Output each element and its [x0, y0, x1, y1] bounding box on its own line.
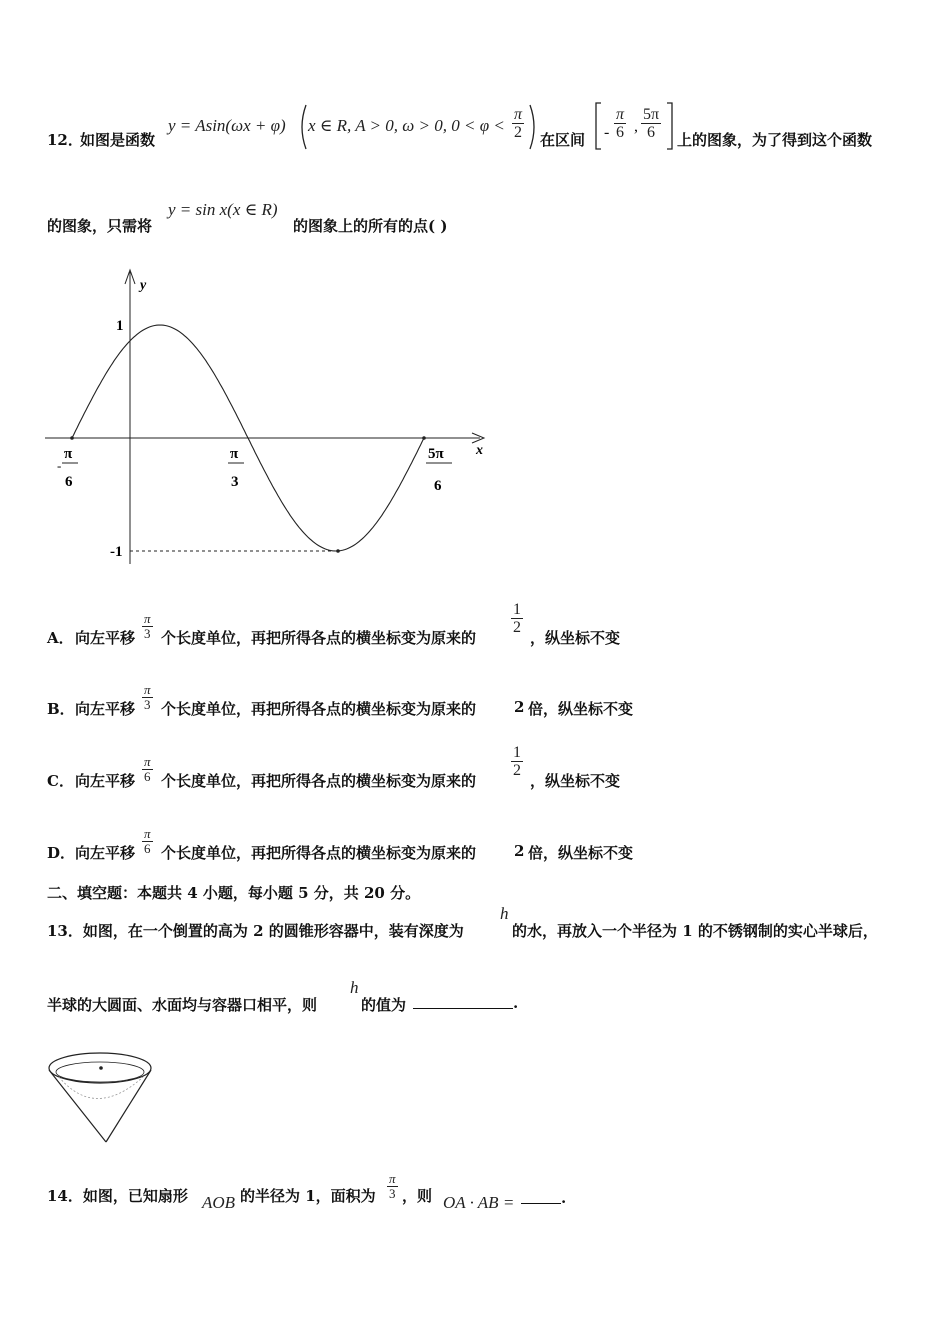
- q12-interval-label: 在区间: [540, 131, 586, 149]
- fraction-denominator: 3: [144, 626, 151, 641]
- x-tick-mid-num: π: [230, 446, 239, 462]
- fraction-numerator: 1: [513, 601, 521, 618]
- y-tick-minus-1: -1: [110, 544, 123, 560]
- x-tick-left-den: 6: [65, 474, 73, 490]
- option-ratio-text: 2: [514, 698, 525, 716]
- option-shift-fraction: [142, 827, 153, 856]
- option-ratio-fraction: [511, 601, 523, 636]
- interval-comma: ,: [634, 118, 638, 135]
- option-shift-fraction: [142, 755, 153, 784]
- fraction-numerator: π: [144, 682, 151, 697]
- x-tick-mid-den: 3: [231, 474, 239, 490]
- left-bracket-icon: [594, 102, 602, 150]
- q13-end: .: [513, 994, 519, 1012]
- option-mid-text: 个长度单位，再把所得各点的横坐标变为原来的: [161, 844, 477, 862]
- option-post-text: 倍，纵坐标不变: [528, 844, 634, 862]
- fraction-denominator: 6: [144, 841, 151, 856]
- right-bracket-icon: [666, 102, 674, 150]
- q13-line1-tail: 的水，再放入一个半径为 1 的不锈钢制的实心半球后，: [512, 922, 878, 940]
- q12-function-formula: y = Asin(ωx + φ): [168, 116, 286, 135]
- option-ratio-fraction: [511, 744, 523, 779]
- q14-answer-blank[interactable]: [521, 1203, 561, 1204]
- left-paren-icon: [296, 103, 308, 151]
- option-shift-text: 向左平移: [75, 844, 136, 862]
- min-point: [336, 549, 340, 553]
- option-label: B．: [47, 700, 75, 718]
- interval-left-sign: -: [604, 124, 610, 141]
- option-post-text: ，纵坐标不变: [530, 772, 621, 790]
- sine-graph: [40, 262, 500, 582]
- q14-area-fraction: $\frac{\pi}{3}$: [389, 1171, 396, 1201]
- option-shift-fraction: [142, 612, 153, 641]
- q12-condition-fraction: $\frac{\pi}{2}$: [514, 106, 523, 141]
- interval-right-fraction: $\frac{5\pi}{6}$: [643, 106, 660, 141]
- fraction-numerator: π: [144, 754, 151, 769]
- x-tick-left-sign: -: [57, 458, 62, 473]
- q13-line2-tail: 的值为: [361, 996, 407, 1014]
- q13-h-symbol-2: h: [350, 978, 359, 997]
- q12-line2-function: y = sin x(x ∈ R): [168, 200, 278, 219]
- fraction-denominator: 3: [144, 697, 151, 712]
- q12-line2-tail: 的图象上的所有的点( ): [293, 217, 448, 235]
- q14-mid: 的半径为 1，面积为: [240, 1187, 376, 1205]
- option-shift-text: 向左平移: [75, 629, 136, 647]
- fraction-denominator: 2: [513, 762, 521, 779]
- option-label: A．: [47, 629, 74, 647]
- fraction-numerator: 1: [513, 744, 521, 761]
- option-label: C．: [47, 772, 74, 790]
- q12-line2-lead: 的图象，只需将: [47, 217, 153, 235]
- q14-expression: OA · AB =: [443, 1193, 515, 1212]
- option-mid-text: 个长度单位，再把所得各点的横坐标变为原来的: [161, 772, 477, 790]
- zero-point-left: [70, 436, 74, 440]
- option-ratio-text: 2: [514, 842, 525, 860]
- q12-tail-text: 上的图象，为了得到这个函数: [677, 131, 873, 149]
- center-point: [99, 1066, 103, 1070]
- fraction-numerator: π: [144, 611, 151, 626]
- fraction-numerator: π: [144, 826, 151, 841]
- q12-lead-text: 如图是函数: [80, 131, 156, 149]
- interval-left-fraction: $\frac{\pi}{6}$: [616, 106, 625, 141]
- zero-point-right: [422, 436, 426, 440]
- fraction-denominator: 2: [513, 619, 521, 636]
- option-shift-fraction: [142, 683, 153, 712]
- x-axis-label: x: [476, 443, 483, 458]
- right-paren-icon: [528, 103, 540, 151]
- section2-heading: 二、填空题：本题共 4 小题，每小题 5 分，共 20 分。: [47, 884, 421, 902]
- option-shift-text: 向左平移: [75, 772, 136, 790]
- x-tick-left-num: π: [64, 446, 73, 462]
- x-tick-right-num: 5π: [428, 446, 444, 462]
- y-axis-label: y: [140, 278, 147, 293]
- option-post-text: ，纵坐标不变: [530, 629, 621, 647]
- option-mid-text: 个长度单位，再把所得各点的横坐标变为原来的: [161, 700, 477, 718]
- q14-tail: ，则: [402, 1187, 433, 1205]
- fraction-denominator: 6: [144, 769, 151, 784]
- q14-aob: AOB: [202, 1193, 236, 1212]
- q12-number: 12．: [47, 131, 83, 149]
- q14-end: .: [561, 1189, 567, 1207]
- water-surface: [56, 1062, 144, 1082]
- x-tick-right-den: 6: [434, 478, 442, 494]
- q13-answer-blank[interactable]: [413, 1008, 513, 1009]
- q13-line2: 半球的大圆面、水面均与容器口相平，则: [47, 996, 318, 1014]
- q13-line1: 13．如图，在一个倒置的高为 2 的圆锥形容器中，装有深度为: [47, 922, 464, 940]
- cone-figure: [45, 1050, 160, 1150]
- option-shift-text: 向左平移: [75, 700, 136, 718]
- option-mid-text: 个长度单位，再把所得各点的横坐标变为原来的: [161, 629, 477, 647]
- option-label: D．: [47, 844, 76, 862]
- q12-condition: x ∈ R, A > 0, ω > 0, 0 < φ <: [308, 116, 505, 135]
- q13-h-symbol: h: [500, 904, 509, 923]
- option-post-text: 倍，纵坐标不变: [528, 700, 634, 718]
- y-tick-1: 1: [116, 318, 124, 334]
- q14-lead: 14．如图，已知扇形: [47, 1187, 188, 1205]
